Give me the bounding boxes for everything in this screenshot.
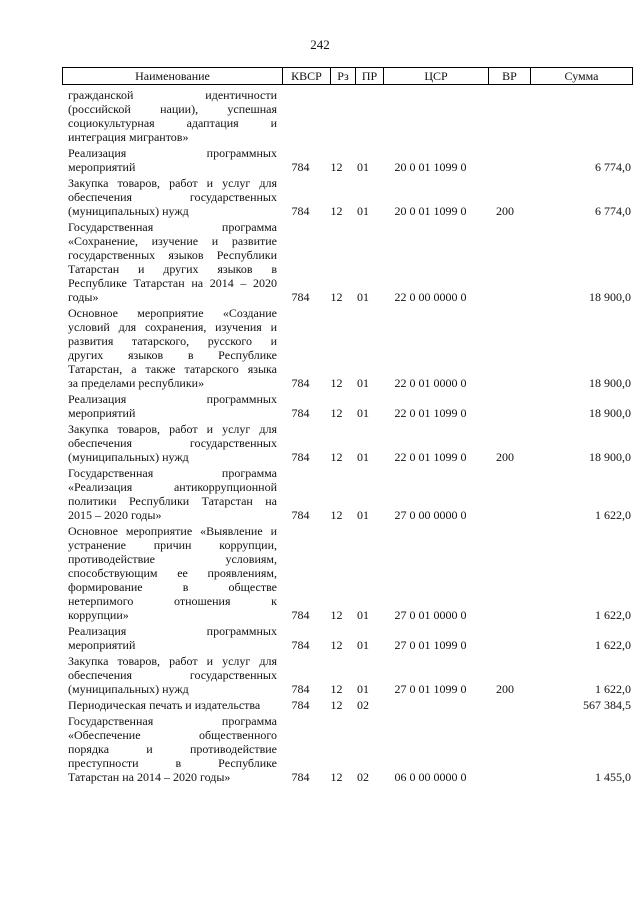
row-name-line: Закупка товаров, работ и услуг для [68, 176, 277, 190]
row-csr: 22 0 00 0000 0 [394, 290, 467, 304]
table-row [62, 146, 633, 174]
row-rz: 12 [330, 406, 343, 420]
row-csr: 20 0 01 1099 0 [394, 204, 467, 218]
row-name-line: противодействие условиям, [68, 552, 277, 566]
table-row [62, 654, 633, 696]
row-rz: 12 [330, 638, 343, 652]
row-name-line: Периодическая печать и издательства [68, 698, 261, 712]
table-row [62, 220, 633, 304]
header-pr: ПР [356, 68, 384, 84]
row-kvsr: 784 [291, 698, 310, 712]
row-sum: 1 622,0 [595, 508, 631, 522]
table-row [62, 624, 633, 652]
table-body [62, 88, 633, 786]
row-sum: 1 622,0 [595, 608, 631, 622]
row-kvsr: 784 [291, 638, 310, 652]
row-pr: 01 [357, 160, 369, 174]
row-name-line: других языков в Республике [68, 348, 277, 362]
row-csr: 27 0 01 1099 0 [394, 638, 467, 652]
row-kvsr: 784 [291, 290, 310, 304]
row-kvsr: 784 [291, 376, 310, 390]
row-name [62, 146, 277, 174]
row-pr: 01 [357, 376, 369, 390]
row-name [62, 88, 277, 144]
row-name-line: (муниципальных) нужд [68, 204, 189, 218]
row-name-line: условий для сохранения, изучения и [68, 320, 277, 334]
row-name-line: мероприятий [68, 638, 136, 652]
row-rz: 12 [330, 204, 343, 218]
row-pr: 01 [357, 450, 369, 464]
row-csr: 22 0 01 1099 0 [394, 406, 467, 420]
table-header [62, 67, 633, 85]
row-name-line: «Реализация антикоррупционной [68, 480, 277, 494]
row-name-line: обеспечения государственных [68, 668, 277, 682]
row-name [62, 306, 277, 390]
row-csr: 20 0 01 1099 0 [394, 160, 467, 174]
row-name-line: нетерпимого отношения к [68, 594, 277, 608]
row-name [62, 524, 277, 622]
row-name-line: (муниципальных) нужд [68, 450, 189, 464]
row-name-line: политики Республики Татарстан на [68, 494, 277, 508]
row-csr: 27 0 00 0000 0 [394, 508, 467, 522]
row-name-line: гражданской идентичности [68, 88, 277, 102]
row-kvsr: 784 [291, 682, 310, 696]
table-row [62, 524, 633, 622]
row-name-line: мероприятий [68, 160, 136, 174]
row-sum: 6 774,0 [595, 204, 631, 218]
row-csr: 27 0 01 0000 0 [394, 608, 467, 622]
row-name [62, 624, 277, 652]
table-row [62, 176, 633, 218]
row-sum: 1 455,0 [595, 770, 631, 784]
row-name [62, 698, 277, 712]
row-pr: 01 [357, 204, 369, 218]
row-name-line: Реализация программных [68, 392, 277, 406]
table-row [62, 88, 633, 144]
row-rz: 12 [330, 508, 343, 522]
row-name-line: Государственная программа [68, 220, 277, 234]
row-vr: 200 [496, 204, 514, 218]
row-kvsr: 784 [291, 608, 310, 622]
row-pr: 01 [357, 508, 369, 522]
row-name-line: Государственная программа [68, 466, 277, 480]
row-name [62, 714, 277, 784]
row-vr: 200 [496, 450, 514, 464]
row-name-line: Закупка товаров, работ и услуг для [68, 422, 277, 436]
row-name-line: преступности в Республике [68, 756, 277, 770]
row-name-line: государственных языков Республики [68, 248, 277, 262]
header-vr: ВР [489, 68, 531, 84]
row-name-line: Реализация программных [68, 624, 277, 638]
row-pr: 01 [357, 638, 369, 652]
row-rz: 12 [330, 608, 343, 622]
row-pr: 02 [357, 698, 369, 712]
row-sum: 1 622,0 [595, 682, 631, 696]
row-pr: 01 [357, 682, 369, 696]
row-pr: 02 [357, 770, 369, 784]
row-name [62, 422, 277, 464]
row-name-line: Основное мероприятие «Выявление и [68, 524, 277, 538]
row-name-line: формирование в обществе [68, 580, 277, 594]
row-name [62, 654, 277, 696]
header-kvsr: КВСР [283, 68, 331, 84]
row-name-line: мероприятий [68, 406, 136, 420]
row-name-line: Основное мероприятие «Создание [68, 306, 277, 320]
row-rz: 12 [330, 450, 343, 464]
row-csr: 06 0 00 0000 0 [394, 770, 467, 784]
row-name-line: (российской нации), успешная [68, 102, 277, 116]
row-sum: 18 900,0 [589, 290, 631, 304]
row-rz: 12 [330, 376, 343, 390]
row-sum: 567 384,5 [583, 698, 631, 712]
row-name-line: способствующим ее проявлениям, [68, 566, 277, 580]
row-rz: 12 [330, 698, 343, 712]
row-name-line: годы» [68, 290, 99, 304]
header-name: Наименование [63, 68, 283, 84]
row-name-line: за пределами республики» [68, 376, 205, 390]
row-sum: 18 900,0 [589, 450, 631, 464]
row-pr: 01 [357, 608, 369, 622]
row-csr: 22 0 01 1099 0 [394, 450, 467, 464]
row-sum: 6 774,0 [595, 160, 631, 174]
row-kvsr: 784 [291, 770, 310, 784]
row-kvsr: 784 [291, 406, 310, 420]
row-pr: 01 [357, 290, 369, 304]
table-row [62, 714, 633, 784]
row-sum: 18 900,0 [589, 406, 631, 420]
row-name-line: Республике Татарстан на 2014 – 2020 [68, 276, 277, 290]
table-row [62, 306, 633, 390]
row-name-line: Татарстан, а также татарского языка [68, 362, 277, 376]
row-name-line: порядка и противодействие [68, 742, 277, 756]
row-rz: 12 [330, 770, 343, 784]
row-name-line: коррупции» [68, 608, 129, 622]
row-name-line: Закупка товаров, работ и услуг для [68, 654, 277, 668]
page-number: 242 [310, 37, 330, 52]
row-vr: 200 [496, 682, 514, 696]
row-sum: 18 900,0 [589, 376, 631, 390]
row-pr: 01 [357, 406, 369, 420]
row-sum: 1 622,0 [595, 638, 631, 652]
row-name [62, 220, 277, 304]
row-name-line: «Сохранение, изучение и развитие [68, 234, 277, 248]
row-kvsr: 784 [291, 160, 310, 174]
row-name-line: Государственная программа [68, 714, 277, 728]
header-sum: Сумма [564, 69, 599, 83]
row-name-line: социокультурная адаптация и [68, 116, 277, 130]
row-csr: 22 0 01 0000 0 [394, 376, 467, 390]
row-name-line: Татарстан и других языков в [68, 262, 277, 276]
row-name-line: обеспечения государственных [68, 190, 277, 204]
row-name-line: (муниципальных) нужд [68, 682, 189, 696]
row-rz: 12 [330, 160, 343, 174]
row-name-line: «Обеспечение общественного [68, 728, 277, 742]
row-name-line: обеспечения государственных [68, 436, 277, 450]
row-name [62, 466, 277, 522]
row-name [62, 176, 277, 218]
row-kvsr: 784 [291, 508, 310, 522]
row-name-line: устранение причин коррупции, [68, 538, 277, 552]
row-name-line: Реализация программных [68, 146, 277, 160]
table-row [62, 422, 633, 464]
row-kvsr: 784 [291, 450, 310, 464]
row-rz: 12 [330, 682, 343, 696]
table-row [62, 466, 633, 522]
row-name-line: развития татарского, русского и [68, 334, 277, 348]
header-csr: ЦСР [384, 68, 489, 84]
table-row [62, 392, 633, 420]
header-rz: Рз [331, 68, 356, 84]
row-rz: 12 [330, 290, 343, 304]
row-csr: 27 0 01 1099 0 [394, 682, 467, 696]
row-name-line: интеграция мигрантов» [68, 130, 189, 144]
row-kvsr: 784 [291, 204, 310, 218]
row-name-line: Татарстан на 2014 – 2020 годы» [68, 770, 231, 784]
row-name-line: 2015 – 2020 годы» [68, 508, 162, 522]
table-row [62, 698, 633, 712]
row-name [62, 392, 277, 420]
